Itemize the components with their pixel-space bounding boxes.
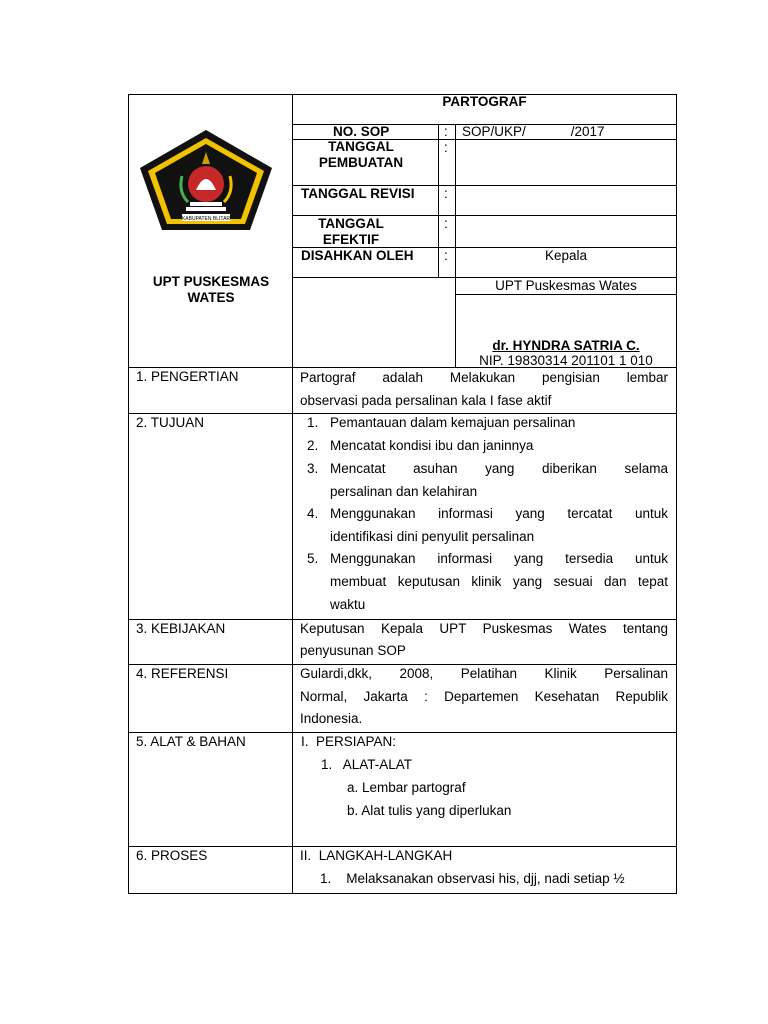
kabupaten-blitar-logo [138,128,274,232]
alat-bahan-heading: I. PERSIAPAN: [301,734,397,749]
pengertian-line: observasi pada persalinan kala I fase aktif [300,393,552,408]
field-sep-tanggal-efektif: : [444,216,448,231]
section-label-tujuan: 2. TUJUAN [136,415,205,430]
document-title: PARTOGRAF [442,94,527,109]
tujuan-item-text: Menggunakan informasi yang tercatat untuk [330,506,668,521]
field-sep-tanggal-pembuatan: : [444,140,448,155]
approver-name: dr. HYNDRA SATRIA C. [492,338,640,353]
tujuan-item-number: 4. [307,506,319,521]
referensi-line: Gulardi,dkk, 2008, Pelatihan Klinik Persalinan [300,666,668,681]
pengertian-line: Partograf adalah Melakukan pengisian lembar [300,370,668,385]
tujuan-item-number: 2. [307,438,319,453]
proses-heading: II. LANGKAH-LANGKAH [300,848,453,863]
tujuan-item-text: Pemantauan dalam kemajuan persalinan [330,415,576,430]
tujuan-item-text: Mencatat kondisi ibu dan janinnya [330,438,534,453]
field-sep-disahkan-oleh: : [444,248,448,263]
field-label-tanggal-revisi: TANGGAL REVISI [301,186,415,201]
field-label-no-sop: NO. SOP [333,124,390,139]
approver-unit: UPT Puskesmas Wates [495,278,637,293]
section-label-proses: 6. PROSES [136,848,208,863]
field-value-disahkan-oleh: Kepala [544,248,588,263]
proses-item: 1. Melaksanakan observasi his, djj, nadi setiap ½ [320,871,625,886]
tujuan-item-number: 1. [307,415,319,430]
kebijakan-line: Keputusan Kepala UPT Puskesmas Wates tentang [300,621,668,636]
svg-text:KABUPATEN BLITAR: KABUPATEN BLITAR [181,216,231,222]
tujuan-item-text: identifikasi dini penyulit persalinan [330,529,535,544]
tujuan-item-text: Menggunakan informasi yang tersedia untuk [330,551,668,566]
field-value-no-sop: SOP/UKP/ /2017 [462,124,605,139]
section-label-referensi: 4. REFERENSI [136,666,229,681]
alat-bahan-item: b. Alat tulis yang diperlukan [347,803,512,818]
tujuan-item-text: waktu [330,597,366,612]
approver-nip: NIP. 19830314 201101 1 010 [479,353,653,368]
tujuan-item-text: membuat keputusan klinik yang sesuai dan tepat [330,574,668,589]
field-sep-tanggal-revisi: : [444,186,448,201]
shield-emblem-icon [138,128,274,232]
tujuan-item-number: 3. [307,461,319,476]
institution-name: UPT PUSKESMAS WATES [152,274,270,305]
alat-bahan-subheading: 1. ALAT-ALAT [321,757,413,772]
section-label-pengertian: 1. PENGERTIAN [136,369,239,384]
field-label-tanggal-pembuatan: TANGGAL PEMBUATAN [318,139,404,170]
field-sep-no-sop: : [444,124,448,139]
alat-bahan-item: a. Lembar partograf [347,780,466,795]
tujuan-item-number: 5. [307,551,319,566]
field-label-tanggal-efektif: TANGGAL EFEKTIF [318,216,384,247]
section-label-kebijakan: 3. KEBIJAKAN [136,621,226,636]
tujuan-item-text: persalinan dan kelahiran [330,484,478,499]
referensi-line: Indonesia. [300,711,363,726]
referensi-line: Normal, Jakarta : Departemen Kesehatan Republik [300,689,668,704]
section-label-alat-bahan: 5. ALAT & BAHAN [136,734,246,749]
kebijakan-line: penyusunan SOP [300,643,406,658]
field-label-disahkan-oleh: DISAHKAN OLEH [301,248,414,263]
tujuan-item-text: Mencatat asuhan yang diberikan selama [330,461,668,476]
